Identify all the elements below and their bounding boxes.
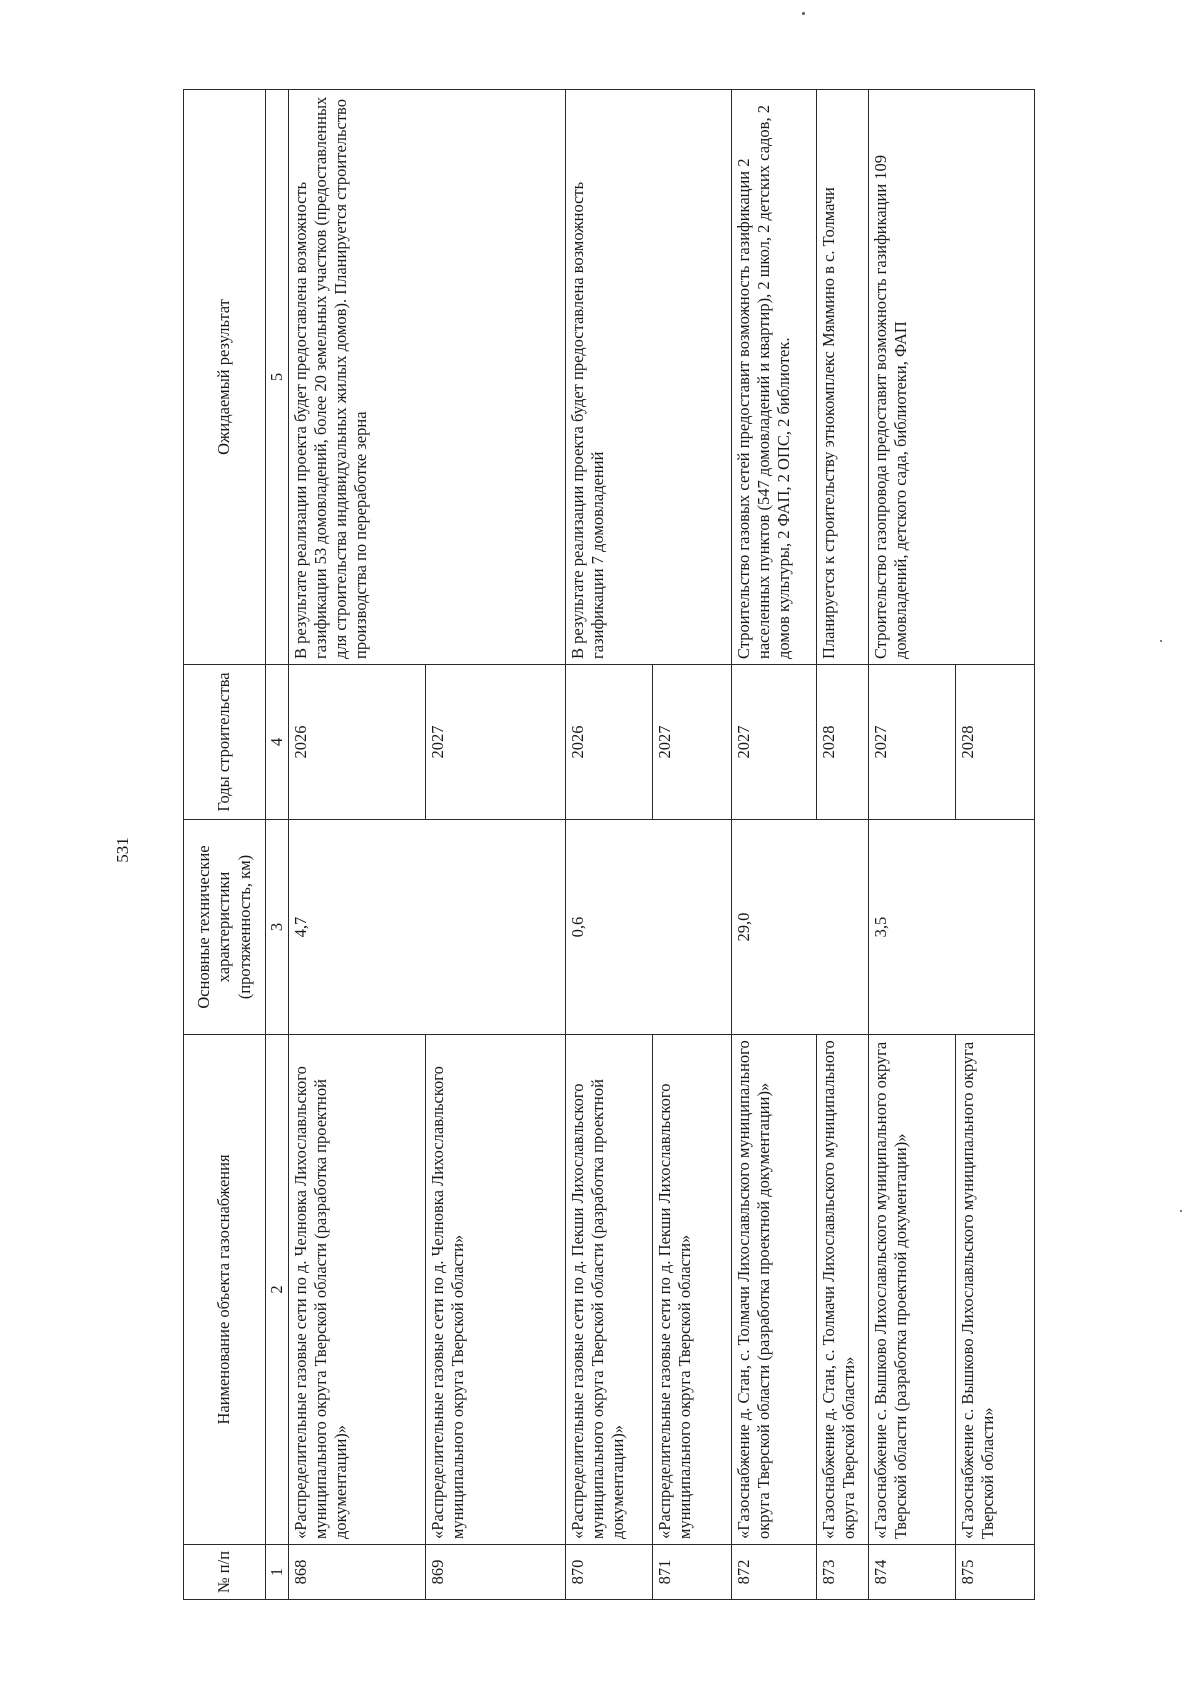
page-number-text: 531	[113, 837, 132, 863]
object-name: «Газоснабжение д. Стан, с. Толмачи Лихославльского муниципального округа Тверской области (разработка проектной документации)»	[732, 1035, 817, 1545]
construction-year: 2026	[566, 665, 653, 820]
scan-speck	[802, 12, 805, 15]
rotated-table-container	[183, 90, 1063, 1600]
expected-result: В результате реализации проекта будет предоставлена возможность газификации 7 домовладений	[566, 90, 732, 665]
length-km: 3,5	[869, 820, 1035, 1035]
page-number	[108, 835, 138, 865]
table-row	[869, 90, 956, 1600]
row-number: 874	[869, 1545, 956, 1600]
object-name: «Распределительные газовые сети по д. Челновка Лихославльского муниципального округа Тверской области (разработка проектной документации)»	[289, 1035, 426, 1545]
expected-result: Строительство газопровода предоставит возможность газификации 109 домовладений, детского сада, библиотеки, ФАП	[869, 90, 1035, 665]
column-number: 1	[266, 1545, 289, 1600]
column-number: 3	[266, 820, 289, 1035]
header-result: Ожидаемый результат	[184, 90, 266, 665]
length-km: 4,7	[289, 820, 566, 1035]
expected-result: В результате реализации проекта будет предоставлена возможность газификации 53 домовладений, более 20 земельных участков (предоставленных для строительства индивидуальных жилых домов). Планируется строительство производства по переработке зерна	[289, 90, 566, 665]
object-name: «Распределительные газовые сети по д. Пекши Лихославльского муниципального округа Тверской области (разработка проектной документации)»	[566, 1035, 653, 1545]
table-row	[566, 90, 653, 1600]
gasification-table	[183, 89, 1035, 1600]
construction-year: 2026	[289, 665, 426, 820]
scan-speck	[1160, 640, 1162, 642]
construction-year: 2027	[426, 665, 566, 820]
length-km: 0,6	[566, 820, 732, 1035]
row-number: 873	[817, 1545, 869, 1600]
row-number: 870	[566, 1545, 653, 1600]
length-km: 29,0	[732, 820, 869, 1035]
column-number: 2	[266, 1035, 289, 1545]
object-name: «Газоснабжение д. Стан, с. Толмачи Лихославльского муниципального округа Тверской области»	[817, 1035, 869, 1545]
table-header-row	[184, 90, 266, 1600]
row-number: 875	[956, 1545, 1035, 1600]
expected-result: Планируется к строительству этнокомплекс Мяммино в с. Толмачи	[817, 90, 869, 665]
header-years: Годы строительства	[184, 665, 266, 820]
table-row	[732, 90, 817, 1600]
object-name: «Распределительные газовые сети по д. Пекши Лихославльского муниципального округа Тверской области»	[653, 1035, 732, 1545]
column-number-row	[266, 90, 289, 1600]
row-number: 868	[289, 1545, 426, 1600]
scan-speck	[1180, 1210, 1182, 1212]
header-name: Наименование объекта газоснабжения	[184, 1035, 266, 1545]
header-num: № п/п	[184, 1545, 266, 1600]
construction-year: 2027	[732, 665, 817, 820]
row-number: 869	[426, 1545, 566, 1600]
column-number: 5	[266, 90, 289, 665]
object-name: «Распределительные газовые сети по д. Челновка Лихославльского муниципального округа Тверской области»	[426, 1035, 566, 1545]
expected-result: Строительство газовых сетей предоставит возможность газификации 2 населенных пунктов (547 домовладений и квартир), 2 школ, 2 детских садов, 2 домов культуры, 2 ФАП, 2 ОПС, 2 библиотек.	[732, 90, 817, 665]
construction-year: 2028	[956, 665, 1035, 820]
object-name: «Газоснабжение с. Вышково Лихославльского муниципального округа Тверской области»	[956, 1035, 1035, 1545]
row-number: 871	[653, 1545, 732, 1600]
construction-year: 2027	[653, 665, 732, 820]
object-name: «Газоснабжение с. Вышково Лихославльского муниципального округа Тверской области (разработка проектной документации)»	[869, 1035, 956, 1545]
row-number: 872	[732, 1545, 817, 1600]
table-row	[289, 90, 426, 1600]
header-specs: Основные технические характеристики (протяженность, км)	[184, 820, 266, 1035]
construction-year: 2028	[817, 665, 869, 820]
column-number: 4	[266, 665, 289, 820]
construction-year: 2027	[869, 665, 956, 820]
